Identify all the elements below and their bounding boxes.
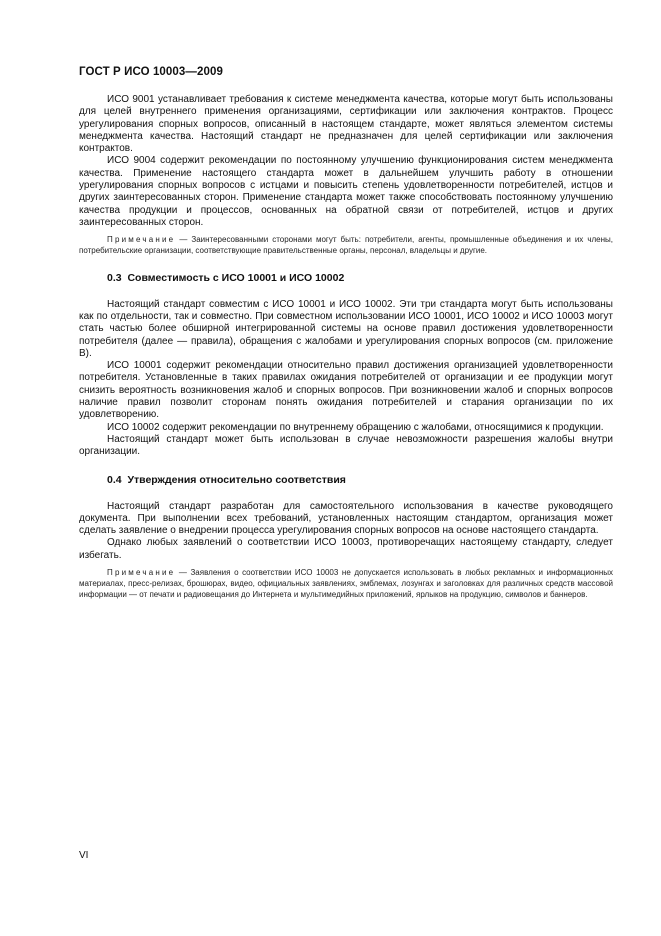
section-heading xyxy=(107,272,613,284)
note-label: Примечание xyxy=(107,568,176,578)
note xyxy=(79,234,613,256)
paragraph: ИСО 10002 содержит рекомендации по внутреннему обращению с жалобами, относящимися к продукции. xyxy=(107,421,604,433)
section-heading xyxy=(107,474,613,486)
page-number: VI xyxy=(79,850,89,861)
note xyxy=(79,567,613,601)
note-text: — Заинтересованными сторонами могут быть: потребители, агенты, промышленные объединения и их члены, потребительские организации, соответствующие правительственные органы, персонал, владельцы и другие. xyxy=(79,235,613,256)
paragraph: Настоящий стандарт может быть использован в случае невозможности разрешения жалобы внутри организации. xyxy=(79,433,613,458)
note-label: Примечание xyxy=(107,235,176,245)
section-number: 0.4 xyxy=(107,473,122,486)
note-text: — Заявления о соответствии ИСО 10003 не допускается использовать в любых рекламных и информационных материалах, пресс-релизах, брошюрах, видео, официальных заявлениях, эмблемах, лозунгах и заголовках для различных средств массовой информации — от печати и радиовещания до Интернета и мультимедийных приложений, ярлыков на продукцию, символов и баннеров. xyxy=(79,568,613,600)
document-header: ГОСТ Р ИСО 10003—2009 xyxy=(79,66,224,78)
section-number: 0.3 xyxy=(107,271,122,284)
paragraph: ИСО 9004 содержит рекомендации по постоянному улучшению функционирования систем менеджмента качества. Применение настоящего стандарта может в дальнейшем улучшить работу в отношении урегулирования спорных вопросов с истцами и повысить степень удовлетворенности потребителей, истцов и других заинтересованных сторон. Применение стандарта может также способствовать постоянному улучшению качества продукции и процессов, основанных на обратной связи от потребителей, истцов и других заинтересованных сторон. xyxy=(79,155,613,228)
paragraph: Настоящий стандарт разработан для самостоятельного использования в качестве руководящего документа. При выполнении всех требований, установленных настоящим стандартом, организация может сделать заявление о внедрении процесса урегулирования спорных вопросов на основе настоящего стандарта. xyxy=(79,500,613,537)
paragraph: ИСО 9001 устанавливает требования к системе менеджмента качества, которые могут быть использованы для целей внутреннего применения организациями, сертификации или заключения контрактов. Процесс урегулирования спорных вопросов, описанный в настоящем стандарте, может являться элементом системы менеджмента качества. Настоящий стандарт не предназначен для целей сертификации или заключения контрактов. xyxy=(79,94,613,155)
section-title: Совместимость с ИСО 10001 и ИСО 10002 xyxy=(127,271,345,284)
document-body xyxy=(79,94,613,601)
section-title: Утверждения относительно соответствия xyxy=(127,473,346,486)
paragraph: Однако любых заявлений о соответствии ИСО 10003, противоречащих настоящему стандарту, следует избегать. xyxy=(79,537,613,561)
paragraph: ИСО 10001 содержит рекомендации относительно правил достижения организацией удовлетворенности потребителя. Установленные в таких правилах ожидания потребителей от организации и ее продукции могут снизить вероятность возникновения жалоб и спорных вопросов. При возникновении жалоб и спорных вопросов наличие правил позволит сторонам понять ожидания потребителей и старания организации по их удовлетворению. xyxy=(79,360,613,421)
paragraph: Настоящий стандарт совместим с ИСО 10001 и ИСО 10002. Эти три стандарта могут быть использованы как по отдельности, так и совместно. При совместном использовании ИСО 10001, ИСО 10002 и ИСО 10003 могут стать частью более обширной интегрированной системы на основе правил достижения удовлетворенности потребителя (далее — правила), обращения с жалобами и урегулирования спорных вопросов (см. приложение В). xyxy=(79,298,613,359)
